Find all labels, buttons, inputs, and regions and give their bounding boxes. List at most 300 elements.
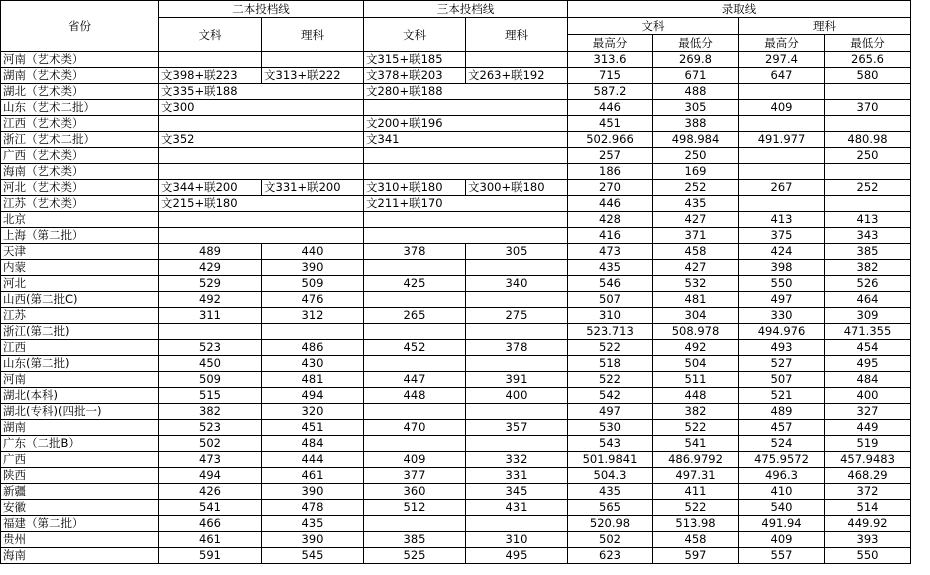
header-erben-wenke[interactable]: 文科 [159,18,262,52]
cell-wenke-max[interactable]: 270 [568,180,653,196]
cell-wenke-max[interactable]: 502.966 [568,132,653,148]
cell-erben-wenke[interactable]: 461 [159,532,262,548]
cell-province[interactable]: 浙江(第二批) [1,324,159,340]
cell-wenke-max[interactable]: 518 [568,356,653,372]
cell-province[interactable]: 江苏（艺术类） [1,196,159,212]
cell-erben-like[interactable]: 461 [262,468,364,484]
cell-sanben-wenke[interactable]: 文315+联185 [364,52,466,68]
cell-erben-merged[interactable]: 文300 [159,100,364,116]
cell-province[interactable]: 河北 [1,276,159,292]
cell-erben-wenke[interactable]: 541 [159,500,262,516]
header-luqu-like[interactable]: 理科 [739,18,911,35]
cell-wenke-max[interactable]: 522 [568,372,653,388]
cell-like-max[interactable]: 494.976 [739,324,825,340]
table-row [1,548,911,564]
cell-province[interactable]: 海南 [1,548,159,564]
cell-wenke-max[interactable]: 186 [568,164,653,180]
cell-like-max[interactable]: 475.9572 [739,452,825,468]
cell-like-max[interactable]: 267 [739,180,825,196]
cell-erben-like[interactable]: 494 [262,388,364,404]
cell-erben-like[interactable]: 481 [262,372,364,388]
cell-province[interactable]: 河南（艺术类） [1,52,159,68]
cell-erben-like[interactable]: 文331+联200 [262,180,364,196]
cell-sanben-like[interactable]: 345 [466,484,568,500]
cell-sanben-wenke[interactable]: 525 [364,548,466,564]
cell-sanben-like[interactable]: 331 [466,468,568,484]
cell-wenke-max[interactable]: 715 [568,68,653,84]
cell-erben-like[interactable]: 390 [262,260,364,276]
cell-wenke-min[interactable]: 486.9792 [653,452,739,468]
cell-like-min[interactable]: 393 [825,532,911,548]
cell-erben-like[interactable]: 451 [262,420,364,436]
cell-erben-wenke[interactable]: 489 [159,244,262,260]
cell-wenke-min[interactable]: 504 [653,356,739,372]
header-province[interactable]: 省份 [1,1,159,52]
cell-sanben-wenke[interactable] [364,260,466,276]
cell-wenke-min[interactable]: 305 [653,100,739,116]
cell-sanben-merged[interactable] [364,212,568,228]
cell-province[interactable]: 湖北（艺术类） [1,84,159,100]
cell-wenke-min[interactable]: 388 [653,116,739,132]
cell-wenke-max[interactable]: 587.2 [568,84,653,100]
cell-province[interactable]: 贵州 [1,532,159,548]
cell-like-min[interactable]: 372 [825,484,911,500]
cell-erben-like[interactable]: 484 [262,436,364,452]
cell-like-min[interactable]: 250 [825,148,911,164]
cell-like-min[interactable]: 464 [825,292,911,308]
cell-like-min[interactable]: 265.6 [825,52,911,68]
cell-province[interactable]: 安徽 [1,500,159,516]
cell-like-min[interactable]: 484 [825,372,911,388]
cell-like-max[interactable]: 491.977 [739,132,825,148]
cell-like-min[interactable]: 370 [825,100,911,116]
cell-erben-wenke[interactable]: 523 [159,420,262,436]
cell-erben-like[interactable]: 545 [262,548,364,564]
cell-province[interactable]: 北京 [1,212,159,228]
cell-sanben-wenke[interactable]: 文378+联203 [364,68,466,84]
table-row [1,100,911,116]
cell-wenke-min[interactable]: 458 [653,532,739,548]
cell-province[interactable]: 山西(第二批C) [1,292,159,308]
cell-like-max[interactable]: 424 [739,244,825,260]
cell-erben-like[interactable]: 509 [262,276,364,292]
cell-sanben-wenke[interactable]: 448 [364,388,466,404]
cell-sanben-wenke[interactable]: 425 [364,276,466,292]
cell-erben-merged[interactable] [159,148,364,164]
cell-like-min[interactable]: 309 [825,308,911,324]
cell-like-min[interactable] [825,84,911,100]
cell-like-max[interactable]: 507 [739,372,825,388]
cell-like-max[interactable]: 527 [739,356,825,372]
cell-wenke-min[interactable]: 508.978 [653,324,739,340]
cell-like-min[interactable]: 400 [825,388,911,404]
cell-like-min[interactable]: 495 [825,356,911,372]
table-row [1,308,911,324]
cell-wenke-max[interactable]: 451 [568,116,653,132]
cell-province[interactable]: 江苏 [1,308,159,324]
cell-like-min[interactable]: 514 [825,500,911,516]
cell-wenke-min[interactable]: 522 [653,420,739,436]
cell-wenke-min[interactable]: 458 [653,244,739,260]
cell-sanben-wenke[interactable] [364,404,466,420]
cell-sanben-wenke[interactable]: 470 [364,420,466,436]
cell-wenke-max[interactable]: 416 [568,228,653,244]
cell-sanben-like[interactable] [466,324,568,340]
cell-like-max[interactable]: 330 [739,308,825,324]
cell-province[interactable]: 广西（艺术类） [1,148,159,164]
cell-erben-wenke[interactable]: 492 [159,292,262,308]
table-row [1,148,911,164]
cell-wenke-min[interactable]: 252 [653,180,739,196]
cell-like-min[interactable]: 343 [825,228,911,244]
cell-erben-wenke[interactable]: 429 [159,260,262,276]
cell-province[interactable]: 陕西 [1,468,159,484]
cell-like-max[interactable]: 557 [739,548,825,564]
cell-wenke-max[interactable]: 520.98 [568,516,653,532]
cell-province[interactable]: 广西 [1,452,159,468]
cell-erben-wenke[interactable]: 473 [159,452,262,468]
cell-like-min[interactable]: 550 [825,548,911,564]
cell-sanben-like[interactable]: 332 [466,452,568,468]
cell-like-min[interactable]: 327 [825,404,911,420]
cell-wenke-max[interactable]: 428 [568,212,653,228]
cell-erben-merged[interactable] [159,116,364,132]
cell-like-min[interactable]: 526 [825,276,911,292]
cell-province[interactable]: 天津 [1,244,159,260]
cell-erben-like[interactable]: 312 [262,308,364,324]
cell-sanben-like[interactable]: 275 [466,308,568,324]
cell-like-max[interactable]: 647 [739,68,825,84]
cell-sanben-like[interactable] [466,356,568,372]
cell-sanben-merged[interactable]: 文341 [364,132,568,148]
cell-province[interactable]: 广东（二批B） [1,436,159,452]
cell-erben-wenke[interactable] [159,324,262,340]
cell-sanben-like[interactable]: 378 [466,340,568,356]
cell-like-max[interactable]: 491.94 [739,516,825,532]
cell-wenke-max[interactable]: 310 [568,308,653,324]
cell-erben-like[interactable]: 440 [262,244,364,260]
cell-province[interactable]: 上海（第二批） [1,228,159,244]
cell-erben-wenke[interactable]: 426 [159,484,262,500]
cell-sanben-merged[interactable] [364,100,568,116]
cell-like-max[interactable]: 521 [739,388,825,404]
cell-wenke-min[interactable]: 511 [653,372,739,388]
cell-province[interactable]: 湖北(本科) [1,388,159,404]
cell-sanben-like[interactable]: 391 [466,372,568,388]
cell-erben-merged[interactable] [159,228,364,244]
cell-like-max[interactable]: 409 [739,532,825,548]
cell-wenke-min[interactable]: 304 [653,308,739,324]
cell-erben-wenke[interactable]: 494 [159,468,262,484]
cell-sanben-like[interactable]: 340 [466,276,568,292]
table-row [1,212,911,228]
cell-wenke-min[interactable]: 411 [653,484,739,500]
cell-sanben-like[interactable]: 文300+联180 [466,180,568,196]
cell-erben-like[interactable]: 444 [262,452,364,468]
cell-like-min[interactable]: 385 [825,244,911,260]
table-row [1,116,911,132]
cell-province[interactable]: 江西（艺术类） [1,116,159,132]
cell-wenke-max[interactable]: 446 [568,100,653,116]
cell-erben-like[interactable]: 430 [262,356,364,372]
cell-like-min[interactable]: 252 [825,180,911,196]
cell-sanben-like[interactable]: 305 [466,244,568,260]
table-row [1,516,911,532]
cell-erben-wenke[interactable]: 382 [159,404,262,420]
table-row [1,452,911,468]
cell-province[interactable]: 海南（艺术类） [1,164,159,180]
cell-erben-merged[interactable]: 文335+联188 [159,84,364,100]
cell-sanben-wenke[interactable]: 409 [364,452,466,468]
cell-wenke-max[interactable]: 313.6 [568,52,653,68]
cell-province[interactable]: 新疆 [1,484,159,500]
table-row [1,468,911,484]
header-luqu-wenke[interactable]: 文科 [568,18,739,35]
cell-sanben-like[interactable] [466,292,568,308]
cell-like-min[interactable]: 457.9483 [825,452,911,468]
cell-like-min[interactable] [825,116,911,132]
cell-sanben-like[interactable] [466,52,568,68]
cell-sanben-wenke[interactable]: 360 [364,484,466,500]
cell-wenke-max[interactable]: 507 [568,292,653,308]
cell-sanben-wenke[interactable] [364,516,466,532]
cell-erben-like[interactable]: 486 [262,340,364,356]
cell-province[interactable]: 湖南 [1,420,159,436]
cell-sanben-merged[interactable] [364,148,568,164]
cell-like-min[interactable]: 468.29 [825,468,911,484]
cell-like-max[interactable]: 410 [739,484,825,500]
cell-erben-wenke[interactable]: 466 [159,516,262,532]
cell-like-max[interactable]: 489 [739,404,825,420]
cell-wenke-max[interactable]: 546 [568,276,653,292]
cell-wenke-min[interactable]: 541 [653,436,739,452]
cell-like-max[interactable]: 457 [739,420,825,436]
cell-erben-wenke[interactable]: 515 [159,388,262,404]
header-erben-like[interactable]: 理科 [262,18,364,52]
cell-like-min[interactable]: 480.98 [825,132,911,148]
cell-like-max[interactable]: 398 [739,260,825,276]
cell-erben-wenke[interactable] [159,52,262,68]
cell-erben-merged[interactable] [159,164,364,180]
table-row [1,180,911,196]
cell-erben-merged[interactable]: 文352 [159,132,364,148]
cell-like-max[interactable]: 409 [739,100,825,116]
cell-province[interactable]: 湖南（艺术类） [1,68,159,84]
cell-sanben-wenke[interactable]: 512 [364,500,466,516]
cell-sanben-wenke[interactable]: 385 [364,532,466,548]
cell-like-min[interactable]: 449.92 [825,516,911,532]
cell-erben-wenke[interactable]: 文344+联200 [159,180,262,196]
header-sanben-wenke[interactable]: 文科 [364,18,466,52]
cell-sanben-like[interactable]: 431 [466,500,568,516]
table-row [1,228,911,244]
cell-wenke-min[interactable]: 671 [653,68,739,84]
cell-sanben-wenke[interactable] [364,356,466,372]
cell-like-min[interactable]: 382 [825,260,911,276]
cell-erben-wenke[interactable]: 523 [159,340,262,356]
cell-sanben-merged[interactable] [364,228,568,244]
cell-wenke-min[interactable]: 427 [653,212,739,228]
cell-province[interactable]: 江西 [1,340,159,356]
cell-province[interactable]: 山东（艺术二批） [1,100,159,116]
cell-sanben-like[interactable] [466,516,568,532]
cell-erben-wenke[interactable]: 529 [159,276,262,292]
cell-wenke-min[interactable]: 382 [653,404,739,420]
cell-wenke-min[interactable]: 488 [653,84,739,100]
cell-wenke-min[interactable]: 448 [653,388,739,404]
cell-erben-wenke[interactable]: 509 [159,372,262,388]
cell-like-max[interactable] [739,196,825,212]
cell-province[interactable]: 内蒙 [1,260,159,276]
cell-erben-like[interactable]: 390 [262,532,364,548]
cell-wenke-max[interactable]: 522 [568,340,653,356]
cell-wenke-max[interactable]: 473 [568,244,653,260]
cell-wenke-max[interactable]: 543 [568,436,653,452]
cell-like-min[interactable]: 580 [825,68,911,84]
cell-wenke-min[interactable]: 371 [653,228,739,244]
cell-erben-merged[interactable]: 文215+联180 [159,196,364,212]
cell-erben-wenke[interactable]: 文398+联223 [159,68,262,84]
cell-sanben-wenke[interactable]: 377 [364,468,466,484]
cell-like-max[interactable]: 497 [739,292,825,308]
cell-wenke-min[interactable]: 169 [653,164,739,180]
cell-wenke-max[interactable]: 565 [568,500,653,516]
cell-wenke-max[interactable]: 623 [568,548,653,564]
cell-sanben-wenke[interactable]: 378 [364,244,466,260]
cell-erben-like[interactable]: 476 [262,292,364,308]
table-row [1,260,911,276]
cell-wenke-max[interactable]: 523.713 [568,324,653,340]
header-wenke-max[interactable]: 最高分 [568,35,653,52]
cell-like-min[interactable]: 471.355 [825,324,911,340]
table-row [1,500,911,516]
cell-sanben-wenke[interactable] [364,436,466,452]
cell-sanben-wenke[interactable]: 265 [364,308,466,324]
cell-sanben-like[interactable]: 495 [466,548,568,564]
cell-sanben-like[interactable]: 文263+联192 [466,68,568,84]
table-row [1,324,911,340]
cell-like-max[interactable]: 550 [739,276,825,292]
cell-wenke-max[interactable]: 497 [568,404,653,420]
cell-wenke-max[interactable]: 502 [568,532,653,548]
cell-erben-like[interactable] [262,52,364,68]
cell-erben-like[interactable]: 390 [262,484,364,500]
header-sanben[interactable]: 三本投档线 [364,1,568,18]
cell-erben-wenke[interactable]: 450 [159,356,262,372]
cell-sanben-merged[interactable] [364,164,568,180]
cell-like-min[interactable]: 519 [825,436,911,452]
cell-sanben-like[interactable]: 357 [466,420,568,436]
cell-province[interactable]: 湖北(专科)(四批一) [1,404,159,420]
table-row [1,164,911,180]
cell-wenke-max[interactable]: 542 [568,388,653,404]
cell-sanben-wenke[interactable] [364,292,466,308]
cell-like-max[interactable]: 493 [739,340,825,356]
cell-like-max[interactable] [739,164,825,180]
header-wenke-min[interactable]: 最低分 [653,35,739,52]
cell-wenke-min[interactable]: 532 [653,276,739,292]
cell-like-max[interactable]: 524 [739,436,825,452]
cell-erben-like[interactable]: 文313+联222 [262,68,364,84]
cell-wenke-min[interactable]: 250 [653,148,739,164]
cell-wenke-min[interactable]: 498.984 [653,132,739,148]
cell-like-max[interactable]: 297.4 [739,52,825,68]
cell-wenke-min[interactable]: 492 [653,340,739,356]
cell-erben-like[interactable]: 435 [262,516,364,532]
cell-like-min[interactable]: 449 [825,420,911,436]
cell-sanben-wenke[interactable]: 447 [364,372,466,388]
cell-sanben-wenke[interactable]: 文310+联180 [364,180,466,196]
cell-like-max[interactable]: 540 [739,500,825,516]
cell-like-max[interactable] [739,148,825,164]
cell-wenke-min[interactable]: 597 [653,548,739,564]
cell-province[interactable]: 河南 [1,372,159,388]
cell-sanben-merged[interactable]: 文280+联188 [364,84,568,100]
cell-province[interactable]: 河北（艺术类） [1,180,159,196]
cell-wenke-min[interactable]: 522 [653,500,739,516]
cell-like-min[interactable] [825,164,911,180]
cell-province[interactable]: 浙江（艺术二批） [1,132,159,148]
cell-like-min[interactable]: 413 [825,212,911,228]
header-luqu[interactable]: 录取线 [568,1,911,18]
cell-erben-wenke[interactable]: 311 [159,308,262,324]
cell-sanben-wenke[interactable] [364,324,466,340]
cell-erben-like[interactable]: 478 [262,500,364,516]
cell-sanben-merged[interactable]: 文211+联170 [364,196,568,212]
cell-like-max[interactable]: 496.3 [739,468,825,484]
cell-wenke-min[interactable]: 269.8 [653,52,739,68]
cell-wenke-min[interactable]: 481 [653,292,739,308]
header-like-min[interactable]: 最低分 [825,35,911,52]
cell-wenke-max[interactable]: 504.3 [568,468,653,484]
cell-wenke-min[interactable]: 513.98 [653,516,739,532]
cell-wenke-max[interactable]: 435 [568,260,653,276]
cell-wenke-min[interactable]: 497.31 [653,468,739,484]
cell-like-max[interactable]: 413 [739,212,825,228]
cell-erben-merged[interactable] [159,212,364,228]
cell-sanben-like[interactable] [466,436,568,452]
header-sanben-like[interactable]: 理科 [466,18,568,52]
cell-like-max[interactable] [739,116,825,132]
cell-like-min[interactable]: 454 [825,340,911,356]
cell-wenke-max[interactable]: 257 [568,148,653,164]
cell-sanben-like[interactable] [466,260,568,276]
cell-sanben-wenke[interactable]: 452 [364,340,466,356]
header-erben[interactable]: 二本投档线 [159,1,364,18]
cell-like-max[interactable]: 375 [739,228,825,244]
cell-sanben-merged[interactable]: 文200+联196 [364,116,568,132]
cell-province[interactable]: 福建（第二批） [1,516,159,532]
cell-wenke-max[interactable]: 530 [568,420,653,436]
cell-wenke-min[interactable]: 427 [653,260,739,276]
cell-like-min[interactable] [825,196,911,212]
header-like-max[interactable]: 最高分 [739,35,825,52]
cell-erben-wenke[interactable]: 591 [159,548,262,564]
cell-like-max[interactable] [739,84,825,100]
cell-wenke-max[interactable]: 501.9841 [568,452,653,468]
cell-erben-wenke[interactable]: 502 [159,436,262,452]
cell-erben-like[interactable]: 320 [262,404,364,420]
table-row [1,484,911,500]
cell-wenke-min[interactable]: 435 [653,196,739,212]
cell-province[interactable]: 山东(第二批) [1,356,159,372]
cell-wenke-max[interactable]: 446 [568,196,653,212]
cell-erben-like[interactable] [262,324,364,340]
cell-sanben-like[interactable]: 400 [466,388,568,404]
cell-sanben-like[interactable]: 310 [466,532,568,548]
cell-wenke-max[interactable]: 435 [568,484,653,500]
cell-sanben-like[interactable] [466,404,568,420]
